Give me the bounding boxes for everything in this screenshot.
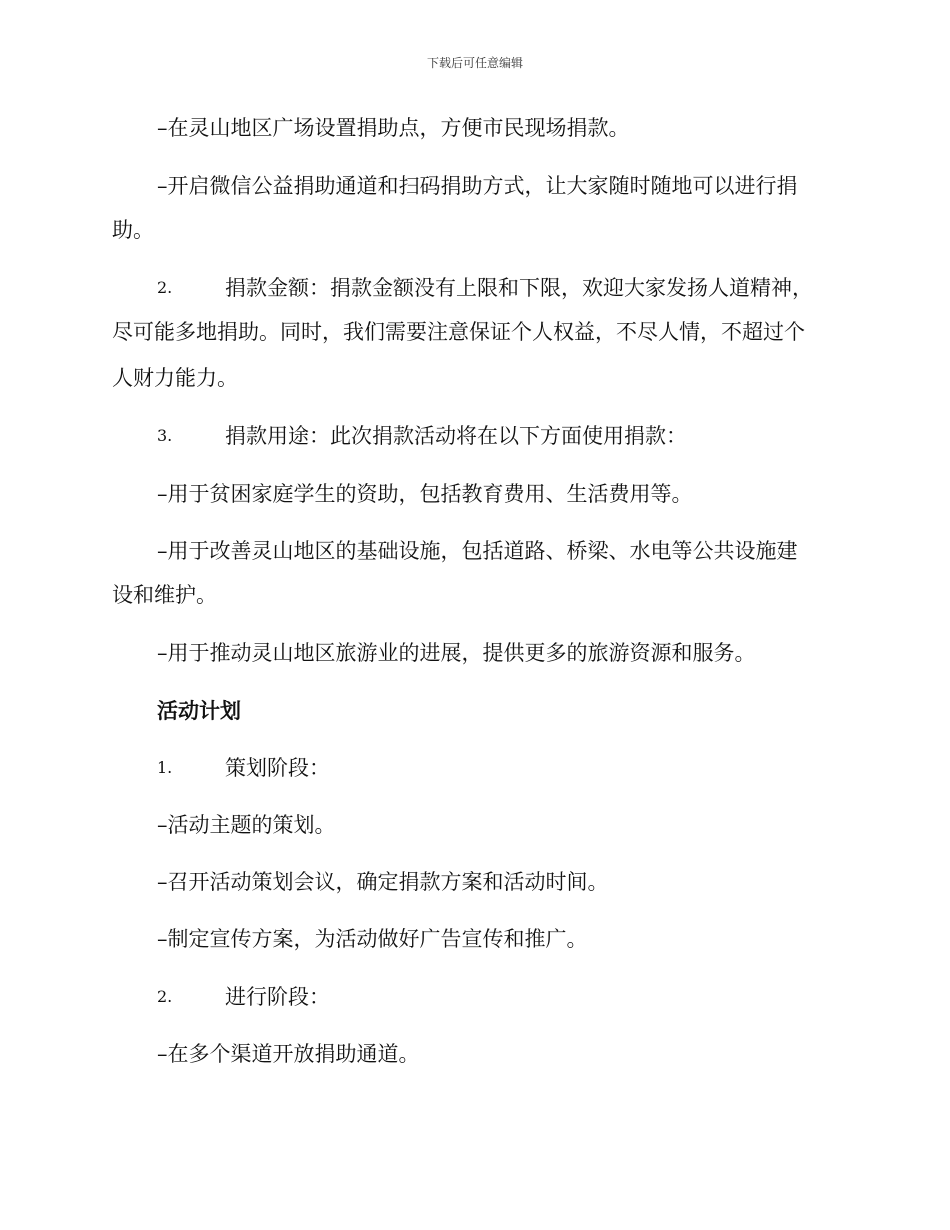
plan-2-item: –在多个渠道开放捐助通道。 (157, 1042, 420, 1066)
paragraph-wechat-line1: –开启微信公益捐助通道和扫码捐助方式，让大家随时随地可以进行捐 (157, 174, 798, 198)
paragraph-donation-point: –在灵山地区广场设置捐助点，方便市民现场捐款。 (157, 116, 630, 140)
paragraph-tourism: –用于推动灵山地区旅游业的进展，提供更多的旅游资源和服务。 (157, 641, 756, 665)
plan-1-title: 策划阶段： (225, 756, 330, 780)
plan-1-item: –召开活动策划会议，确定捐款方案和活动时间。 (157, 870, 609, 894)
item-2-line2: 尽可能多地捐助。同时，我们需要注意保证个人权益，不尽人情，不超过个 (112, 320, 805, 344)
plan-2-title: 进行阶段： (225, 985, 330, 1009)
plan-1-item: –制定宣传方案，为活动做好广告宣传和推广。 (157, 927, 588, 951)
item-2-line3: 人财力能力。 (112, 366, 238, 390)
item-3-number: 3. (157, 426, 173, 445)
plan-2-number: 2. (157, 987, 173, 1006)
paragraph-infrastructure-line2: 设和维护。 (112, 583, 217, 607)
item-2-line1: 捐款金额：捐款金额没有上限和下限，欢迎大家发扬人道精神， (225, 276, 813, 300)
section-title-activity-plan: 活动计划 (157, 698, 241, 723)
paragraph-wechat-line2: 助。 (112, 218, 154, 242)
header-note: 下载后可任意编辑 (426, 56, 523, 70)
item-3-line1: 捐款用途：此次捐款活动将在以下方面使用捐款： (225, 424, 687, 448)
plan-1-item: –活动主题的策划。 (157, 813, 336, 837)
paragraph-infrastructure-line1: –用于改善灵山地区的基础设施，包括道路、桥梁、水电等公共设施建 (157, 539, 798, 563)
plan-1-number: 1. (157, 758, 173, 777)
item-2-number: 2. (157, 278, 173, 297)
paragraph-students: –用于贫困家庭学生的资助，包括教育费用、生活费用等。 (157, 482, 693, 506)
